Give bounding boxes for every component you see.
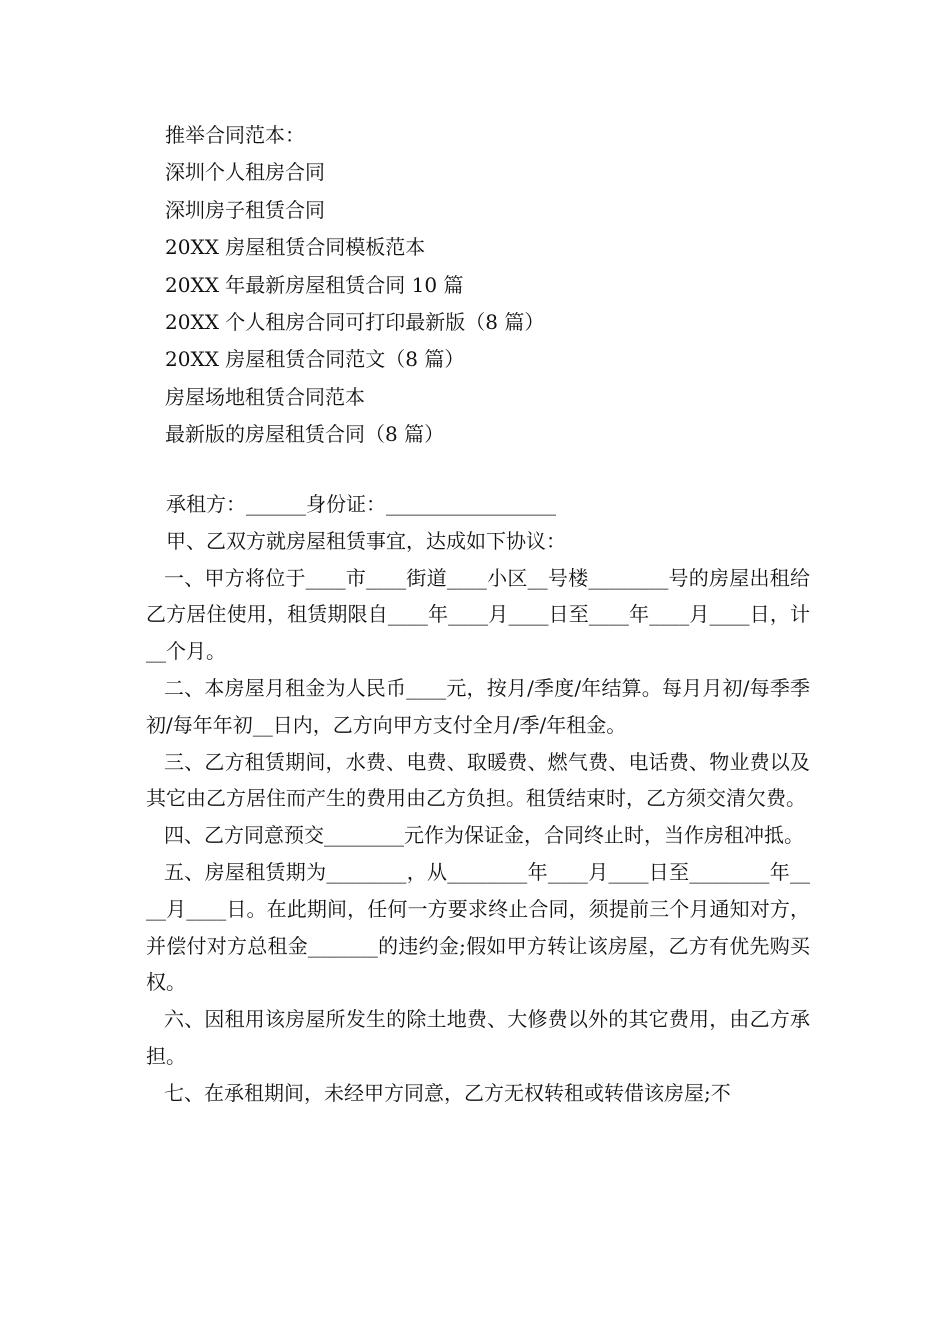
agreement-intro: 甲、乙双方就房屋租赁事宜，达成如下协议： [166, 528, 566, 553]
recommend-link[interactable]: 深圳个人租房合同 [165, 160, 325, 185]
recommend-link[interactable]: 20XX 年最新房屋租赁合同 10 篇 [165, 272, 464, 297]
clause-4: 四、乙方同意预交________元作为保证金，合同终止时，当作房租冲抵。 [164, 823, 804, 848]
clause-7: 七、在承租期间，未经甲方同意，乙方无权转租或转借该房屋;不 [164, 1080, 731, 1105]
clause-5: 五、房屋租赁期为________，从________年____月____日至________年____月____日。在此期间，任何一方要求终止合同，须提前三个月通知对方，并偿付对方总租金_______的违约金;假如甲方转让该房屋，乙方有优先购买权。 [146, 859, 810, 995]
recommend-link[interactable]: 20XX 个人租房合同可打印最新版（8 篇） [165, 309, 545, 334]
recommend-link[interactable]: 深圳房子租赁合同 [165, 197, 325, 222]
recommend-link[interactable]: 房屋场地租赁合同范本 [165, 384, 365, 409]
recommend-link[interactable]: 20XX 房屋租赁合同范文（8 篇） [165, 347, 465, 372]
recommended-contracts-list [165, 117, 825, 454]
recommend-link[interactable]: 最新版的房屋租赁合同（8 篇） [165, 422, 445, 447]
recommend-link[interactable]: 20XX 房屋租赁合同模板范本 [165, 235, 426, 260]
clause-1: 一、甲方将位于____市____街道____小区__号楼________号的房屋出租给乙方居住使用，租赁期限自____年____月____日至____年____月____日，计__个月。 [146, 565, 810, 664]
tenant-line: 承租方：______身份证：_________________ [166, 492, 556, 516]
clause-3: 三、乙方租赁期间，水费、电费、取暖费、燃气费、电话费、物业费以及其它由乙方居住而产生的费用由乙方负担。租赁结束时，乙方须交清欠费。 [146, 749, 810, 811]
recommend-heading: 推举合同范本： [165, 123, 305, 147]
clause-6: 六、因租用该房屋所发生的除土地费、大修费以外的其它费用，由乙方承担。 [146, 1007, 810, 1068]
clause-2: 二、本房屋月租金为人民币____元，按月/季度/年结算。每月月初/每季季初/每年年初__日内，乙方向甲方支付全月/季/年租金。 [146, 675, 810, 737]
contract-body [146, 486, 810, 1112]
